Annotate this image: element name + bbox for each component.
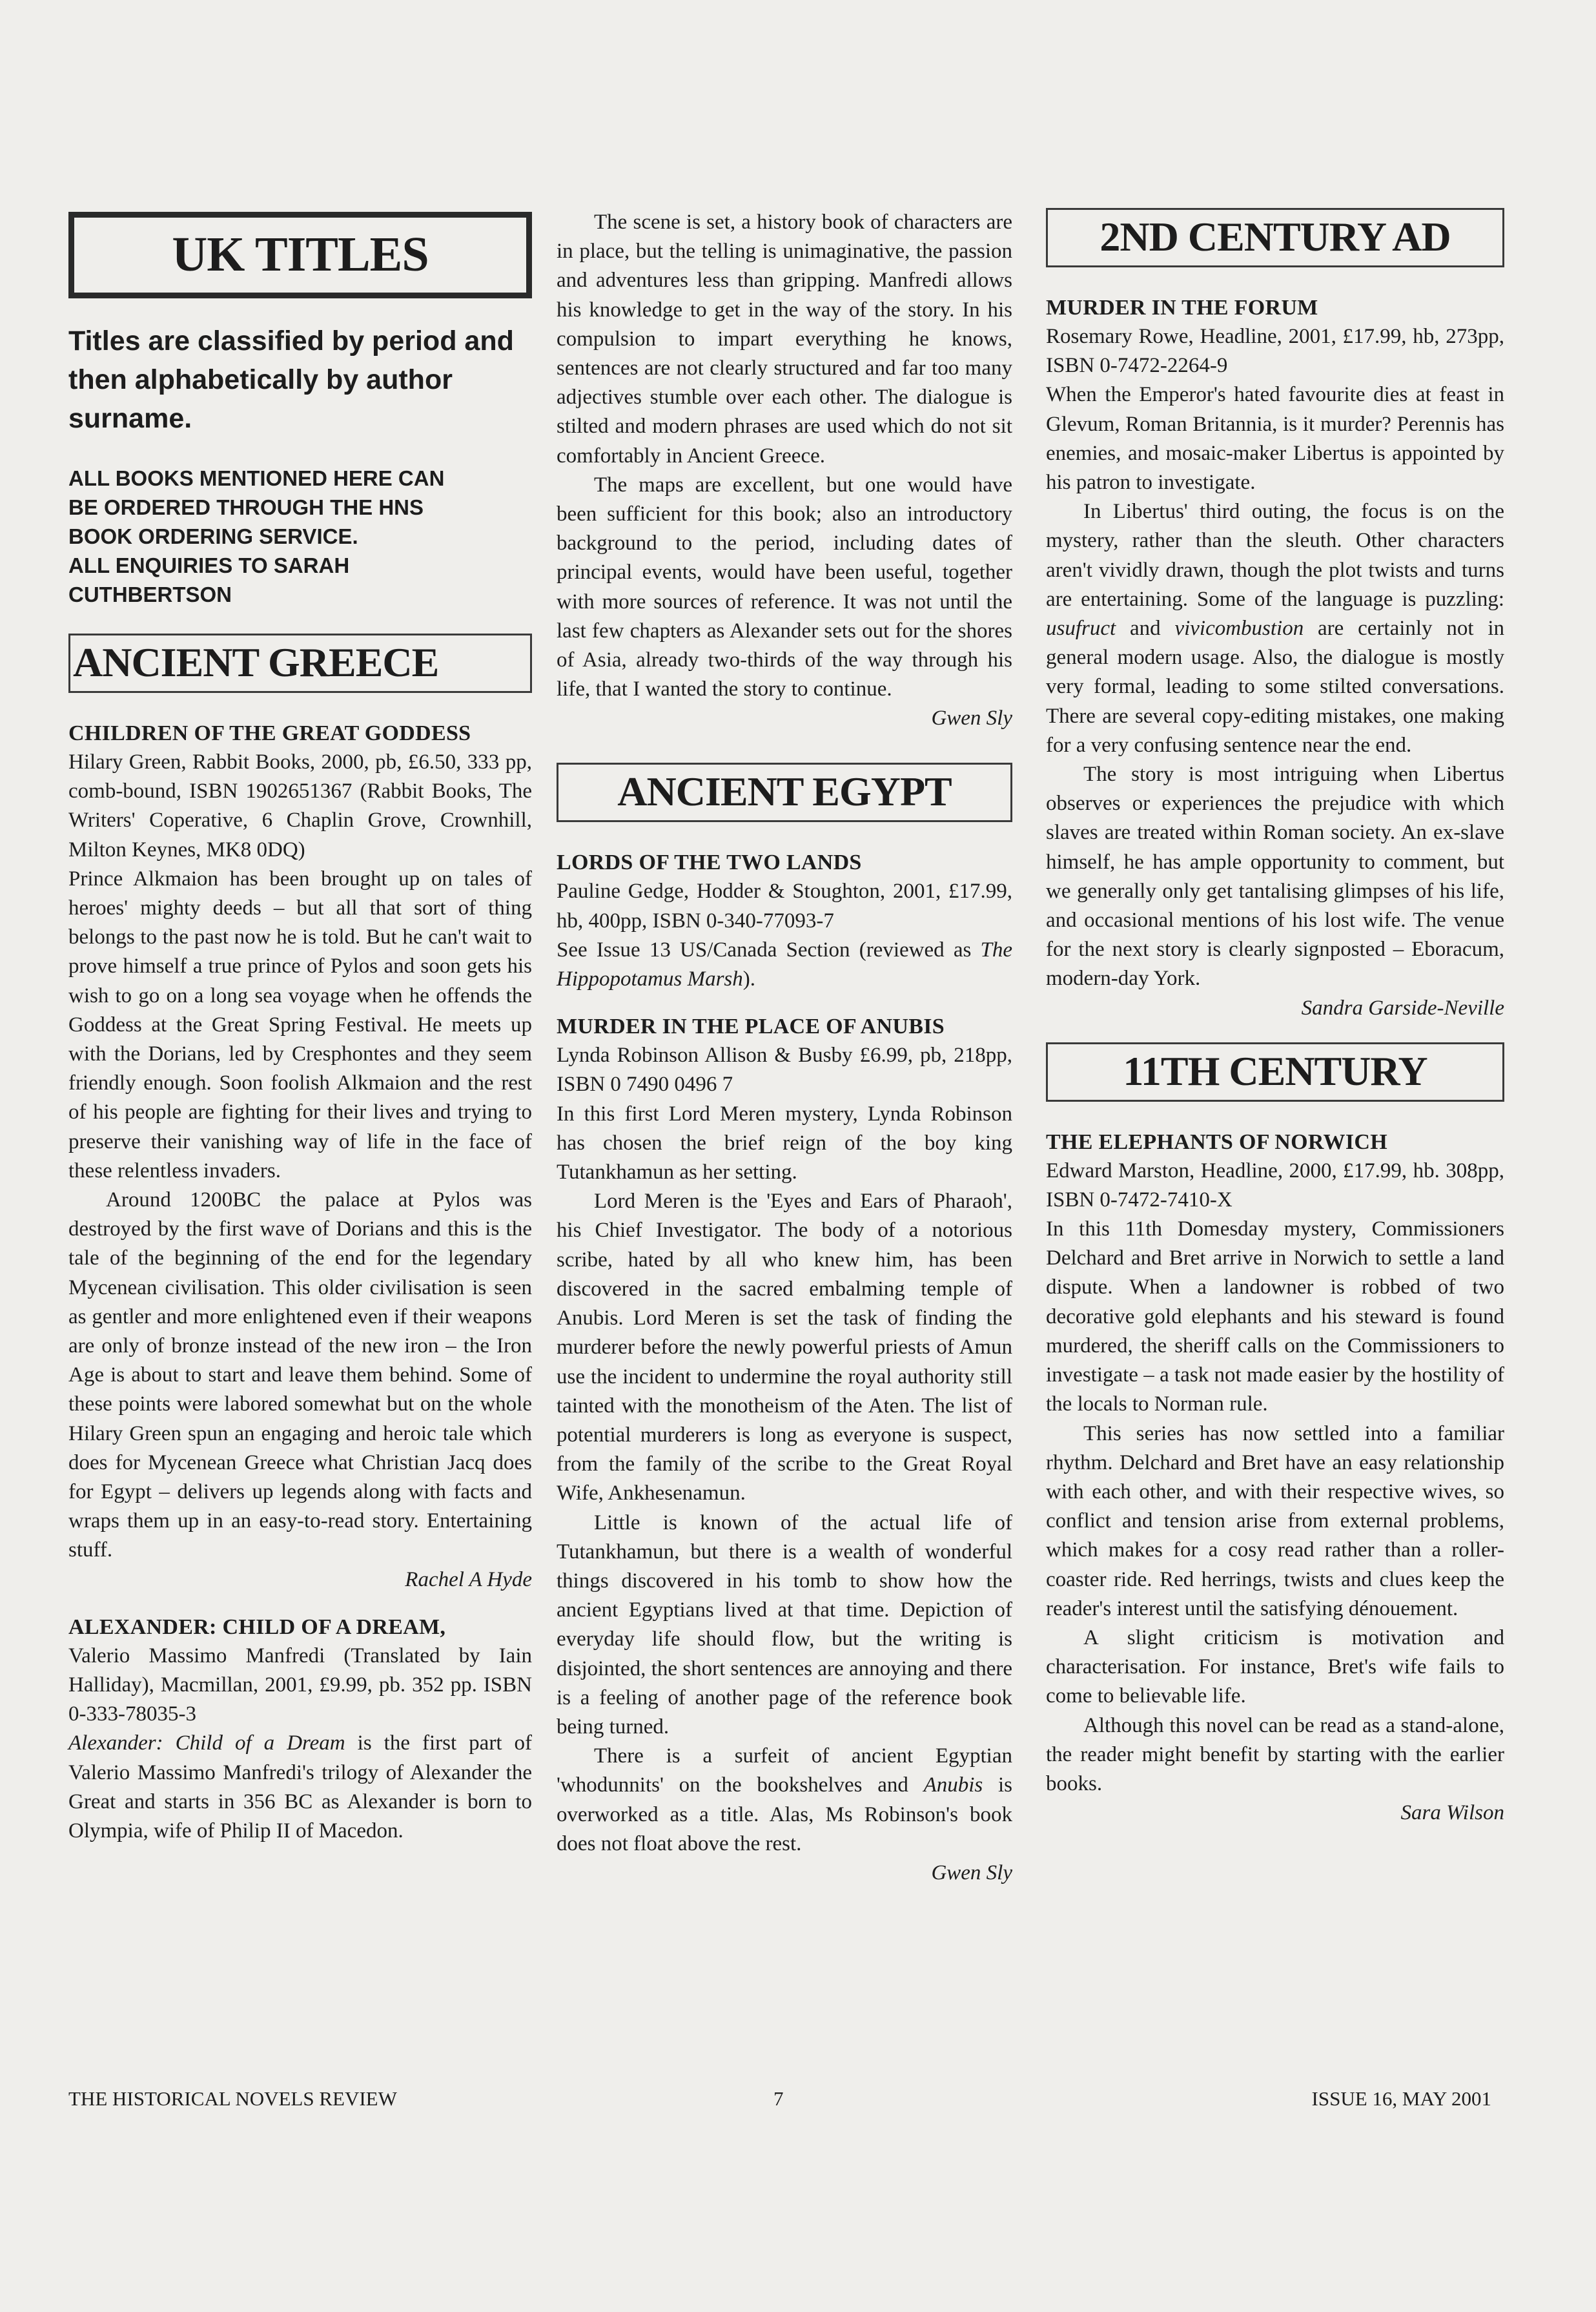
column-3 — [1046, 208, 1504, 1828]
book-title-italic: Alexander: Child of a Dream — [68, 1731, 345, 1755]
reviewer-signature: Gwen Sly — [931, 1861, 1012, 1884]
column-1 — [68, 208, 532, 1846]
notice-line: BE ORDERED THROUGH THE HNS — [68, 495, 424, 519]
review-paragraph: The scene is set, a history book of characters are in place, but the telling is unimaginative, the passion and adventures less than gripping. Manfredi allows his knowledge to get in the way of the story. In his compulsion to impart everything he knows, sentences are not clearly structured and far too many adjectives stumble over each other. The dialogue is stilted and modern phrases are used which do not sit comfortably in Ancient Greece. — [557, 211, 1012, 468]
notice-line: CUTHBERTSON — [68, 583, 232, 606]
review-title: CHILDREN OF THE GREAT GODDESS — [68, 721, 471, 745]
review-details: Edward Marston, Headline, 2000, £17.99, hb. 308pp, ISBN 0-7472-7410-X — [1046, 1159, 1504, 1212]
review-paragraph: When the Emperor's hated favourite dies at feast in Glevum, Roman Britannia, is it murder? Perennis has enemies, and mosaic-maker Libertus is appointed by his patron to investigate. — [1046, 383, 1504, 495]
section-heading-ancient-greece: ANCIENT GREECE — [68, 634, 532, 693]
review-title: THE ELEPHANTS OF NORWICH — [1046, 1130, 1387, 1154]
section-heading-11th-century: 11TH CENTURY — [1046, 1042, 1504, 1102]
review-title: MURDER IN THE FORUM — [1046, 296, 1318, 320]
review-paragraph: This series has now settled into a familiar rhythm. Delchard and Bret have an easy relationship with each other, and with their respective wives, so conflict and tension arise from external problems, which makes for a cosy read rather than a roller-coaster ride. Red herrings, twists and clues keep the reader's interest until the satisfying dénouement. — [1046, 1421, 1504, 1620]
review-details: Rosemary Rowe, Headline, 2001, £17.99, hb, 273pp, ISBN 0-7472-2264-9 — [1046, 325, 1504, 378]
review-title: MURDER IN THE PLACE OF ANUBIS — [557, 1015, 945, 1039]
reviewer-signature: Sandra Garside-Neville — [1301, 996, 1504, 1020]
notice-line: ALL ENQUIRIES TO SARAH — [68, 553, 350, 577]
review-paragraph: In this 11th Domesday mystery, Commissioners Delchard and Bret arrive in Norwich to settle a land dispute. When a landowner is robbed of two decorative gold elephants and his steward is found murdered, the sheriff calls on the Commissioners to investigate – a task not made easier by the hostility of the locals to Norman rule. — [1046, 1217, 1504, 1416]
section-heading-2nd-century-ad: 2ND CENTURY AD — [1046, 208, 1504, 267]
reviewer-signature: Rachel A Hyde — [405, 1567, 532, 1591]
review-details: Hilary Green, Rabbit Books, 2000, pb, £6.50, 333 pp, comb-bound, ISBN 1902651367 (Rabbit Books, The Writers' Coperative, 6 Chaplin Grove, Crownhill, Milton Keynes, MK8 0DQ) — [68, 750, 532, 862]
review-details: Lynda Robinson Allison & Busby £6.99, pb, 218pp, ISBN 0 7490 0496 7 — [557, 1044, 1012, 1097]
review-paragraph: Little is known of the actual life of Tutankhamun, but there is a wealth of wonderful things discovered in his tomb to show how the ancient Egyptians lived at that time. Depiction of everyday life should flow, but the writing is disjointed, the short sentences are annoying and there is a feeling of another page of the reference book being turned. — [557, 1511, 1012, 1739]
footer-page-number: 7 — [773, 2087, 784, 2110]
ordering-notice — [68, 464, 532, 609]
review-paragraph: The maps are excellent, but one would have been sufficient for this book; also an introductory background to the period, including dates of principal events, would have been useful, together with more sources of reference. It was not until the last few chapters as Alexander sets out for the shores of Asia, already two-thirds of the way through his life, that I wanted the story to continue. — [557, 473, 1012, 701]
review-paragraph: Alexander: Child of a Dream is the first part of Valerio Massimo Manfredi's trilogy of Alexander the Great and starts in 356 BC as Alexander is born to Olympia, wife of Philip II of Macedon. — [68, 1731, 532, 1842]
review-paragraph: Although this novel can be read as a stand-alone, the reader might benefit by starting with the earlier books. — [1046, 1713, 1504, 1795]
notice-line: BOOK ORDERING SERVICE. — [68, 524, 358, 548]
intro-text: Titles are classified by period and then alphabetically by author surname. — [68, 325, 514, 434]
reviewer-signature: Sara Wilson — [1400, 1801, 1504, 1825]
reviewer-signature: Gwen Sly — [931, 707, 1012, 730]
review-see-also: See Issue 13 US/Canada Section (reviewed as The Hippopotamus Marsh). — [557, 938, 1012, 991]
review-paragraph: A slight criticism is motivation and characterisation. For instance, Bret's wife fails to come to believable life. — [1046, 1626, 1504, 1708]
review-paragraph: In this first Lord Meren mystery, Lynda Robinson has chosen the brief reign of the boy king Tutankhamun as her setting. — [557, 1102, 1012, 1184]
review-paragraph: Prince Alkmaion has been brought up on tales of heroes' mighty deeds – but all that sort of thing belongs to the past now he is told. But he can't wait to prove himself a true prince of Pylos and soon gets his wish to go on a long sea voyage when he offends the Goddess at the Great Spring Festival. He meets up with the Dorians, led by Cresphontes and they seem friendly enough. Soon foolish Alkmaion and the rest of his people are fighting for their lives and trying to preserve their vanishing way of life in the face of these relentless invaders. — [68, 867, 532, 1182]
review-paragraph: The story is most intriguing when Libertus observes or experiences the prejudice with which slaves are treated within Roman society. An ex-slave himself, he has ample opportunity to comment, but we generally only get tantalising glimpses of his life, and occasional mentions of his lost wife. The venue for the next story is clearly signposted – Eboracum, modern-day York. — [1046, 763, 1504, 991]
review-paragraph: In Libertus' third outing, the focus is on the mystery, rather than the sleuth. Other characters aren't vividly drawn, though the plot twists and turns are entertaining. Some of the language is puzzling: usufruct and vivicombustion are certainly not in general modern usage. Also, the dialogue is mostly very formal, leading to some stilted conversations. There are several copy-editing mistakes, one making for a very confusing sentence near the end. — [1046, 500, 1504, 757]
column-2 — [557, 208, 1012, 1888]
review-title: ALEXANDER: CHILD OF A DREAM, — [68, 1615, 446, 1639]
uk-titles-heading: UK TITLES — [68, 212, 532, 298]
footer-issue: ISSUE 16, MAY 2001 — [1311, 2087, 1491, 2110]
review-paragraph: Around 1200BC the palace at Pylos was destroyed by the first wave of Dorians and this is the tale of the beginning of the end for the legendary Mycenean civilisation. This older civilisation is seen as gentler and more enlightened even if their weapons are only of bronze instead of the new iron – the Iron Age is about to start and leave them behind. Some of these points were labored somewhat but on the whole Hilary Green spun an engaging and heroic tale which does for Mycenean Greece what Christian Jacq does for Egypt – delivers up legends along with facts and wraps them up in an easy-to-read story. Entertaining stuff. — [68, 1188, 532, 1562]
review-details: Pauline Gedge, Hodder & Stoughton, 2001, £17.99, hb, 400pp, ISBN 0-340-77093-7 — [557, 880, 1012, 933]
review-paragraph: Lord Meren is the 'Eyes and Ears of Pharaoh', his Chief Investigator. The body of a notorious scribe, hated by all who knew him, has been discovered in the sacred embalming temple of Anubis. Lord Meren is set the task of finding the murderer before the newly powerful priests of Amun use the incident to undermine the royal authority still tainted with the monotheism of the Aten. The list of potential murderers is long as everyone is suspect, from the family of the scribe to the Great Royal Wife, Ankhesenamun. — [557, 1190, 1012, 1505]
footer-publication: THE HISTORICAL NOVELS REVIEW — [68, 2087, 397, 2110]
section-heading-ancient-egypt: ANCIENT EGYPT — [557, 763, 1012, 822]
notice-line: ALL BOOKS MENTIONED HERE CAN — [68, 466, 445, 490]
review-paragraph: There is a surfeit of ancient Egyptian 'whodunnits' on the bookshelves and Anubis is overworked as a title. Alas, Ms Robinson's book does not float above the rest. — [557, 1744, 1012, 1855]
review-details: Valerio Massimo Manfredi (Translated by Iain Halliday), Macmillan, 2001, £9.99, pb. 352 pp. ISBN 0-333-78035-3 — [68, 1644, 532, 1726]
review-title: LORDS OF THE TWO LANDS — [557, 851, 862, 875]
